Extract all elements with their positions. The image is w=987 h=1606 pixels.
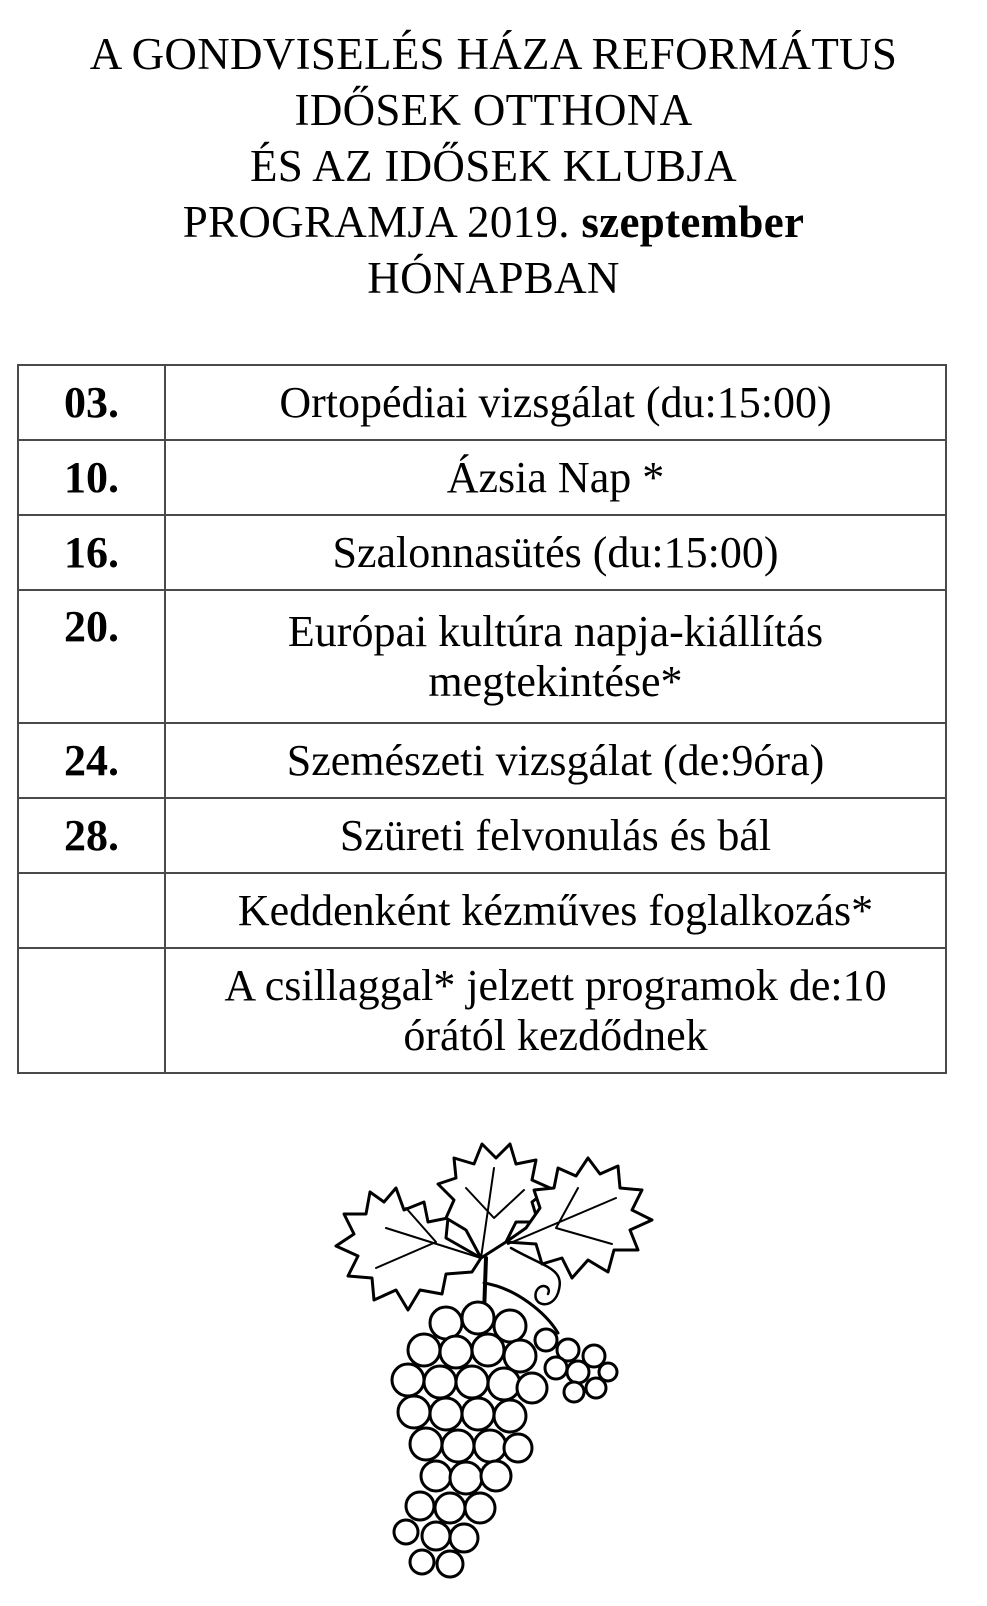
event-cell bbox=[165, 798, 946, 873]
event-cell bbox=[165, 723, 946, 798]
event-cell bbox=[165, 590, 946, 723]
table-row bbox=[18, 515, 946, 590]
event-cell bbox=[165, 440, 946, 515]
title-line-1: A GONDVISELÉS HÁZA REFORMÁTUS bbox=[89, 29, 898, 79]
title-year-text: PROGRAMJA 2019. bbox=[182, 197, 570, 247]
event-cell bbox=[165, 515, 946, 590]
title-line-5: HÓNAPBAN bbox=[367, 253, 620, 303]
day-cell bbox=[18, 873, 165, 948]
page-title bbox=[0, 26, 987, 306]
event-text: A csillaggal* jelzett programok de:10 órától kezdődnek bbox=[224, 960, 887, 1060]
day-cell: 03. bbox=[18, 365, 165, 440]
table-row bbox=[18, 948, 946, 1073]
event-text: Szemészeti vizsgálat (de:9óra) bbox=[286, 735, 825, 785]
day-cell bbox=[18, 948, 165, 1073]
day-cell: 24. bbox=[18, 723, 165, 798]
event-text: Keddenként kézműves foglalkozás* bbox=[237, 885, 874, 935]
table-row bbox=[18, 873, 946, 948]
event-text: Ázsia Nap * bbox=[446, 452, 665, 502]
event-text: Európai kultúra napja-kiállítás megtekintése* bbox=[287, 606, 824, 706]
table-row bbox=[18, 365, 946, 440]
table-row bbox=[18, 798, 946, 873]
event-cell bbox=[165, 948, 946, 1073]
day-cell: 10. bbox=[18, 440, 165, 515]
event-text: Ortopédiai vizsgálat (du:15:00) bbox=[279, 377, 832, 427]
grape-cluster-icon bbox=[296, 1118, 696, 1588]
title-line-3: ÉS AZ IDŐSEK KLUBJA bbox=[250, 141, 737, 191]
event-text: Szalonnasütés (du:15:00) bbox=[332, 527, 779, 577]
table-row bbox=[18, 440, 946, 515]
program-table bbox=[17, 364, 947, 1074]
day-cell: 20. bbox=[18, 590, 165, 723]
title-month: szeptember bbox=[581, 197, 805, 247]
event-cell bbox=[165, 365, 946, 440]
event-cell bbox=[165, 873, 946, 948]
title-line-4 bbox=[0, 194, 987, 250]
day-cell: 28. bbox=[18, 798, 165, 873]
title-line-2: IDŐSEK OTTHONA bbox=[294, 85, 693, 135]
event-text: Szüreti felvonulás és bál bbox=[339, 810, 772, 860]
table-row bbox=[18, 723, 946, 798]
table-row bbox=[18, 590, 946, 723]
day-cell: 16. bbox=[18, 515, 165, 590]
